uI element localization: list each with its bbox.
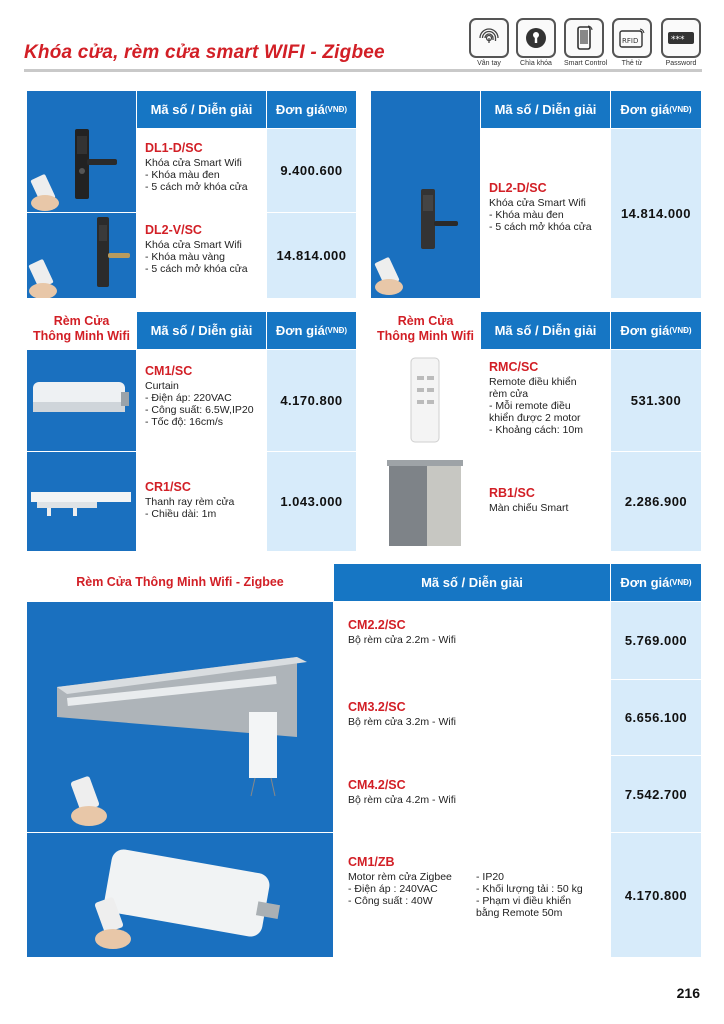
desc-line: rèm cửa bbox=[489, 388, 529, 400]
product-code: DL1-D/SC bbox=[145, 141, 203, 155]
product-price-rb1: 2.286.900 bbox=[611, 452, 701, 551]
product-price-rmc: 531.300 bbox=[611, 350, 701, 451]
desc-right bbox=[476, 871, 583, 919]
product-price-cm22: 5.769.000 bbox=[611, 602, 701, 679]
product-price-cm1: 4.170.800 bbox=[267, 350, 356, 451]
product-code: CM1/SC bbox=[145, 364, 193, 378]
desc-line: Khóa cửa Smart Wifi bbox=[145, 239, 242, 251]
desc-line: Màn chiếu Smart bbox=[489, 502, 569, 514]
desc-line: - Điện áp: 220VAC bbox=[145, 392, 232, 404]
header-price-label: Đơn giá bbox=[275, 323, 325, 338]
desc-line: - 5 cách mở khóa cửa bbox=[489, 221, 592, 233]
product-code: DL2-V/SC bbox=[145, 223, 202, 237]
feature-rfid bbox=[612, 18, 652, 67]
desc-line: Motor rèm cửa Zigbee bbox=[348, 871, 452, 883]
product-price-cm32: 6.656.100 bbox=[611, 680, 701, 755]
header-code: Mã số / Diễn giải bbox=[481, 91, 610, 128]
product-price-cm1zb: 4.170.800 bbox=[611, 833, 701, 957]
phone-icon bbox=[564, 18, 604, 58]
header-code: Mã số / Diễn giải bbox=[137, 91, 266, 128]
product-desc-cr1 bbox=[137, 452, 266, 551]
key-icon bbox=[516, 18, 556, 58]
password-icon bbox=[661, 18, 701, 58]
desc-line: - Khóa màu đen bbox=[145, 169, 220, 181]
page-number: 216 bbox=[676, 985, 700, 1001]
desc-line: - Khối lượng tải : 50 kg bbox=[476, 883, 583, 895]
product-price-cm42: 7.542.700 bbox=[611, 756, 701, 832]
header-price bbox=[267, 312, 356, 349]
product-desc-cm32 bbox=[334, 680, 610, 755]
desc-line: khiển được 2 motor bbox=[489, 412, 581, 424]
desc-line: bằng Remote 50m bbox=[476, 907, 563, 919]
header-code: Mã số / Diễn giải bbox=[334, 564, 610, 601]
fingerprint-icon bbox=[469, 18, 509, 58]
product-desc-rmc bbox=[481, 350, 610, 451]
desc-line: - Chiều dài: 1m bbox=[145, 508, 217, 520]
product-image-dl2v bbox=[27, 213, 136, 298]
product-code: CM2.2/SC bbox=[348, 618, 406, 632]
desc-line: - 5 cách mở khóa cửa bbox=[145, 181, 248, 193]
header-code: Mã số / Diễn giải bbox=[481, 312, 610, 349]
title-divider bbox=[24, 69, 702, 72]
desc-columns bbox=[348, 871, 596, 919]
header-price bbox=[611, 91, 701, 128]
section-label-curtain bbox=[27, 314, 136, 344]
feature-label: Smart Control bbox=[564, 60, 608, 67]
product-code: CM3.2/SC bbox=[348, 700, 406, 714]
product-desc-cm22 bbox=[334, 602, 610, 679]
header-code: Mã số / Diễn giải bbox=[137, 312, 266, 349]
product-image-dl1d bbox=[27, 91, 136, 212]
product-code: RB1/SC bbox=[489, 486, 535, 500]
desc-line: Khóa cửa Smart Wifi bbox=[489, 197, 586, 209]
product-desc-dl2v bbox=[137, 213, 266, 298]
feature-smart-control bbox=[564, 18, 608, 67]
desc-line: Bộ rèm cửa 2.2m - Wifi bbox=[348, 634, 456, 646]
feature-fingerprint bbox=[469, 18, 509, 67]
product-image-dl2d bbox=[371, 91, 480, 298]
product-code: CM4.2/SC bbox=[348, 778, 406, 792]
product-desc-rb1 bbox=[481, 452, 610, 551]
section-label-line: Thông Minh Wifi bbox=[32, 329, 131, 343]
feature-label: Chìa khóa bbox=[520, 60, 552, 67]
desc-line: - Khóa màu đen bbox=[489, 209, 564, 221]
product-price-dl2v: 14.814.000 bbox=[267, 213, 356, 298]
product-code: CM1/ZB bbox=[348, 855, 395, 869]
product-image-rb1 bbox=[371, 452, 480, 551]
section-label-curtain bbox=[371, 314, 480, 344]
product-image-curtain-set bbox=[27, 602, 333, 832]
header-price-label: Đơn giá bbox=[620, 323, 670, 338]
header-price bbox=[611, 564, 701, 601]
header-price-label: Đơn giá bbox=[620, 575, 670, 590]
product-price-dl2d: 14.814.000 bbox=[611, 129, 701, 298]
desc-line: Curtain bbox=[145, 380, 179, 392]
header-price-unit: (VNĐ) bbox=[669, 578, 692, 587]
feature-key bbox=[516, 18, 556, 67]
header-price-label: Đơn giá bbox=[275, 102, 325, 117]
header-price-unit: (VNĐ) bbox=[324, 105, 348, 114]
product-price-dl1d: 9.400.600 bbox=[267, 129, 356, 212]
section-label-line: Thông Minh Wifi bbox=[376, 329, 475, 343]
desc-line: Khóa cửa Smart Wifi bbox=[145, 157, 242, 169]
product-image-cm1zb bbox=[27, 833, 333, 957]
feature-label: Vân tay bbox=[477, 60, 501, 67]
desc-line: - 5 cách mở khóa cửa bbox=[145, 263, 248, 275]
header-price-unit: (VNĐ) bbox=[669, 326, 692, 335]
desc-line: - Tốc độ: 16cm/s bbox=[145, 416, 224, 428]
desc-line: - Công suất : 40W bbox=[348, 895, 433, 907]
header-price-unit: (VNĐ) bbox=[324, 326, 348, 335]
desc-line: Bộ rèm cửa 4.2m - Wifi bbox=[348, 794, 456, 806]
header-price-unit: (VNĐ) bbox=[669, 105, 692, 114]
product-desc-cm42 bbox=[334, 756, 610, 832]
desc-line: - Phạm vi điều khiển bbox=[476, 895, 572, 907]
section-label-line: Rèm Cửa bbox=[397, 314, 454, 328]
desc-line: - IP20 bbox=[476, 871, 505, 883]
desc-line: - Khóa màu vàng bbox=[145, 251, 225, 263]
rfid-card-icon bbox=[612, 18, 652, 58]
feature-label: Thẻ từ bbox=[621, 60, 643, 67]
header-price bbox=[267, 91, 356, 128]
svg-text:RFID: RFID bbox=[622, 37, 639, 45]
product-code: RMC/SC bbox=[489, 360, 539, 374]
desc-line: - Công suất: 6.5W,IP20 bbox=[145, 404, 254, 416]
desc-line: Thanh ray rèm cửa bbox=[145, 496, 235, 508]
svg-text:***: *** bbox=[671, 35, 685, 45]
desc-line: Bộ rèm cửa 3.2m - Wifi bbox=[348, 716, 456, 728]
section-label-zigbee: Rèm Cửa Thông Minh Wifi - Zigbee bbox=[76, 575, 284, 589]
product-code: CR1/SC bbox=[145, 480, 191, 494]
product-desc-dl1d bbox=[137, 129, 266, 212]
desc-line: - Mỗi remote điều bbox=[489, 400, 571, 412]
feature-label: Password bbox=[665, 60, 697, 67]
desc-line: Remote điều khiển bbox=[489, 376, 577, 388]
desc-line: - Điện áp : 240VAC bbox=[348, 883, 438, 895]
desc-line: - Khoảng cách: 10m bbox=[489, 424, 583, 436]
product-desc-cm1 bbox=[137, 350, 266, 451]
section-label-line: Rèm Cửa bbox=[53, 314, 110, 328]
header-price-label: Đơn giá bbox=[620, 102, 670, 117]
product-image-rmc bbox=[371, 350, 480, 451]
product-code: DL2-D/SC bbox=[489, 181, 547, 195]
product-image-cm1 bbox=[27, 350, 136, 451]
product-desc-dl2d bbox=[481, 129, 610, 298]
header-price bbox=[611, 312, 701, 349]
page-title: Khóa cửa, rèm cửa smart WIFI - Zigbee bbox=[24, 42, 385, 63]
product-price-cr1: 1.043.000 bbox=[267, 452, 356, 551]
feature-password bbox=[661, 18, 701, 67]
desc-left bbox=[348, 871, 476, 919]
product-image-cr1 bbox=[27, 452, 136, 551]
product-desc-cm1zb bbox=[334, 833, 610, 957]
